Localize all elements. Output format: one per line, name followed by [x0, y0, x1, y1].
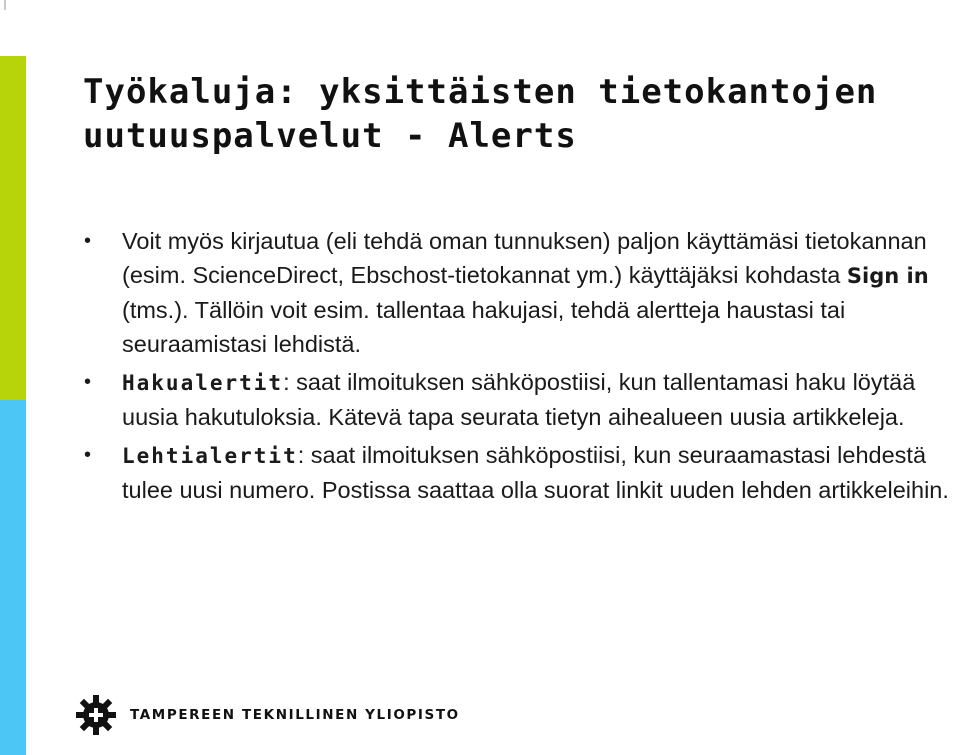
slide-title	[83, 70, 943, 158]
bullet-item-journal-alerts	[82, 438, 957, 507]
bullet-dot-icon: •	[84, 444, 92, 466]
side-accent-blue	[0, 400, 26, 755]
side-accent-green	[0, 56, 26, 400]
term-lehtialertit: Lehtialertit	[122, 444, 298, 468]
bullet-item-login	[82, 224, 957, 361]
bullet-item-search-alerts	[82, 365, 957, 434]
gear-logo-icon	[74, 693, 118, 737]
bullet-text: : saat ilmoituksen sähköpostiisi, kun seuraamastasi lehdestä tulee uusi numero. Postissa saattaa olla suorat linkit uuden lehden artikkeleihin.	[122, 442, 949, 503]
university-name: TAMPEREEN TEKNILLINEN YLIOPISTO	[130, 707, 460, 723]
title-line-2: uutuuspalvelut - Alerts	[83, 116, 577, 156]
sign-in-emphasis: Sign in	[846, 264, 929, 288]
bullet-text-before: Voit myös kirjautua (eli tehdä oman tunnuksen) paljon käyttämäsi tietokannan (esim. ScienceDirect, Ebschost-tietokannat ym.) käyttäjäksi kohdasta	[122, 228, 927, 288]
bullet-list	[82, 224, 957, 511]
university-logo	[74, 693, 460, 737]
corner-mark	[4, 0, 6, 10]
title-line-1: Työkaluja: yksittäisten tietokantojen	[83, 72, 878, 112]
bullet-dot-icon: •	[84, 230, 92, 252]
bullet-dot-icon: •	[84, 371, 92, 393]
bullet-text-after: (tms.). Tällöin voit esim. tallentaa hakujasi, tehdä alertteja haustasi tai seuraamistasi lehdistä.	[122, 297, 846, 357]
term-hakualertit: Hakualertit	[122, 371, 284, 395]
bullet-text: : saat ilmoituksen sähköpostiisi, kun tallentamasi haku löytää uusia hakutuloksia. Kätevä tapa seurata tietyn aihealueen uusia artikkeleja.	[122, 369, 916, 430]
